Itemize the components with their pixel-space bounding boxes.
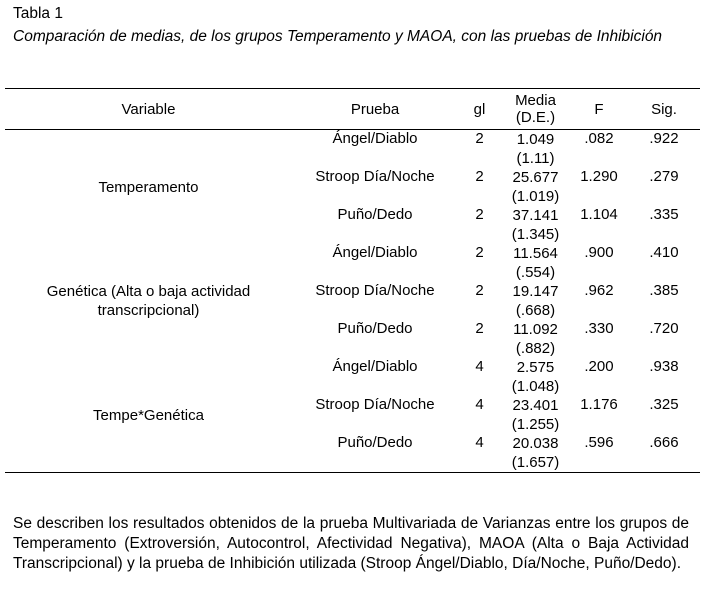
media-value: 11.092 (513, 321, 558, 338)
prueba-cell: Stroop Día/Noche (315, 282, 435, 299)
sig-cell: .385 (649, 282, 679, 299)
prueba-cell: Ángel/Diablo (332, 244, 418, 261)
gl-cell: 2 (475, 320, 484, 337)
f-cell: 1.104 (580, 206, 618, 223)
media-value: 11.564 (513, 245, 558, 262)
f-cell: 1.176 (580, 396, 618, 413)
media-value: 37.141 (512, 207, 559, 224)
prueba-cell: Puño/Dedo (337, 206, 413, 223)
header-prueba (292, 89, 458, 130)
gl-cell: 2 (475, 282, 484, 299)
media-cell (501, 320, 570, 358)
sig-cell: .720 (649, 320, 679, 337)
media-cell (501, 396, 570, 434)
f-cell: .200 (584, 358, 614, 375)
variable-cell (5, 358, 292, 473)
media-value: 1.049 (516, 131, 555, 148)
prueba-cell: Puño/Dedo (337, 320, 413, 337)
prueba-cell: Stroop Día/Noche (315, 168, 435, 185)
de-value: (1.657) (511, 454, 560, 471)
variable-text: Temperamento (98, 178, 199, 196)
table-label: Tabla 1 (13, 5, 63, 22)
media-cell (501, 168, 570, 206)
header-media (501, 89, 570, 130)
table-body (5, 130, 700, 473)
gl-cell: 2 (475, 206, 484, 223)
media-cell (501, 244, 570, 282)
f-cell: .596 (584, 434, 614, 451)
sig-cell: .938 (649, 358, 679, 375)
variable-cell (5, 130, 292, 245)
header-media-line1: Media (515, 92, 556, 109)
de-value: (1.345) (511, 226, 560, 243)
media-cell (501, 434, 570, 473)
gl-cell: 2 (475, 168, 484, 185)
header-row (5, 89, 700, 130)
f-cell: .900 (584, 244, 614, 261)
de-value: (1.11) (516, 150, 555, 167)
de-value: (.882) (515, 340, 556, 357)
header-variable-text: Variable (121, 100, 176, 118)
f-cell: .082 (584, 130, 614, 147)
sig-cell: .666 (649, 434, 679, 451)
de-value: (.554) (515, 264, 556, 281)
header-gl-text: gl (473, 100, 486, 118)
gl-cell: 2 (475, 130, 484, 147)
header-f (570, 89, 628, 130)
media-value: 19.147 (512, 283, 559, 300)
variable-cell (5, 244, 292, 358)
header-sig-text: Sig. (651, 100, 677, 118)
media-value: 23.401 (512, 397, 559, 414)
gl-cell: 2 (475, 244, 484, 261)
f-cell: .330 (584, 320, 614, 337)
table-row (5, 130, 700, 169)
header-variable (5, 89, 292, 130)
table-header (5, 89, 700, 130)
de-value: (1.255) (511, 416, 560, 433)
de-value: (1.048) (511, 378, 560, 395)
prueba-cell: Ángel/Diablo (332, 358, 418, 375)
prueba-cell: Puño/Dedo (337, 434, 413, 451)
header-gl (458, 89, 501, 130)
de-value: (1.019) (511, 188, 560, 205)
sig-cell: .922 (649, 130, 679, 147)
sig-cell: .410 (649, 244, 679, 261)
table-title: Comparación de medias, de los grupos Temperamento y MAOA, con las pruebas de Inhibición (13, 28, 663, 45)
table-row (5, 244, 700, 282)
results-table (5, 88, 700, 473)
media-value: 20.038 (512, 435, 559, 452)
variable-text: Genética (Alta o baja actividad transcripcional) (46, 283, 251, 319)
header-media-line2: (D.E.) (515, 109, 556, 126)
media-cell (501, 206, 570, 244)
prueba-cell: Ángel/Diablo (332, 130, 418, 147)
gl-cell: 4 (475, 358, 484, 375)
header-sig (628, 89, 700, 130)
gl-cell: 4 (475, 434, 484, 451)
sig-cell: .335 (649, 206, 679, 223)
table-row (5, 358, 700, 396)
header-f-text: F (594, 100, 604, 118)
f-cell: .962 (584, 282, 614, 299)
sig-cell: .325 (649, 396, 679, 413)
results-table-container (5, 88, 700, 473)
table-note: Se describen los resultados obtenidos de la prueba Multivariada de Varianzas entre los grupos de Temperamento (Extroversión, Autocontrol, Afectividad Negativa), MAOA (Alta o Baja Actividad Transcripcional) y la prueba de Inhibición utilizada (Stroop Ángel/Diablo, Día/Noche, Puño/Dedo). (13, 515, 689, 572)
header-prueba-text: Prueba (350, 100, 400, 118)
media-cell (501, 282, 570, 320)
gl-cell: 4 (475, 396, 484, 413)
media-value: 25.677 (512, 169, 559, 186)
media-value: 2.575 (516, 359, 555, 376)
media-cell (501, 130, 570, 169)
f-cell: 1.290 (580, 168, 618, 185)
variable-text: Tempe*Genética (93, 406, 204, 424)
media-cell (501, 358, 570, 396)
de-value: (.668) (515, 302, 556, 319)
prueba-cell: Stroop Día/Noche (315, 396, 435, 413)
sig-cell: .279 (649, 168, 679, 185)
